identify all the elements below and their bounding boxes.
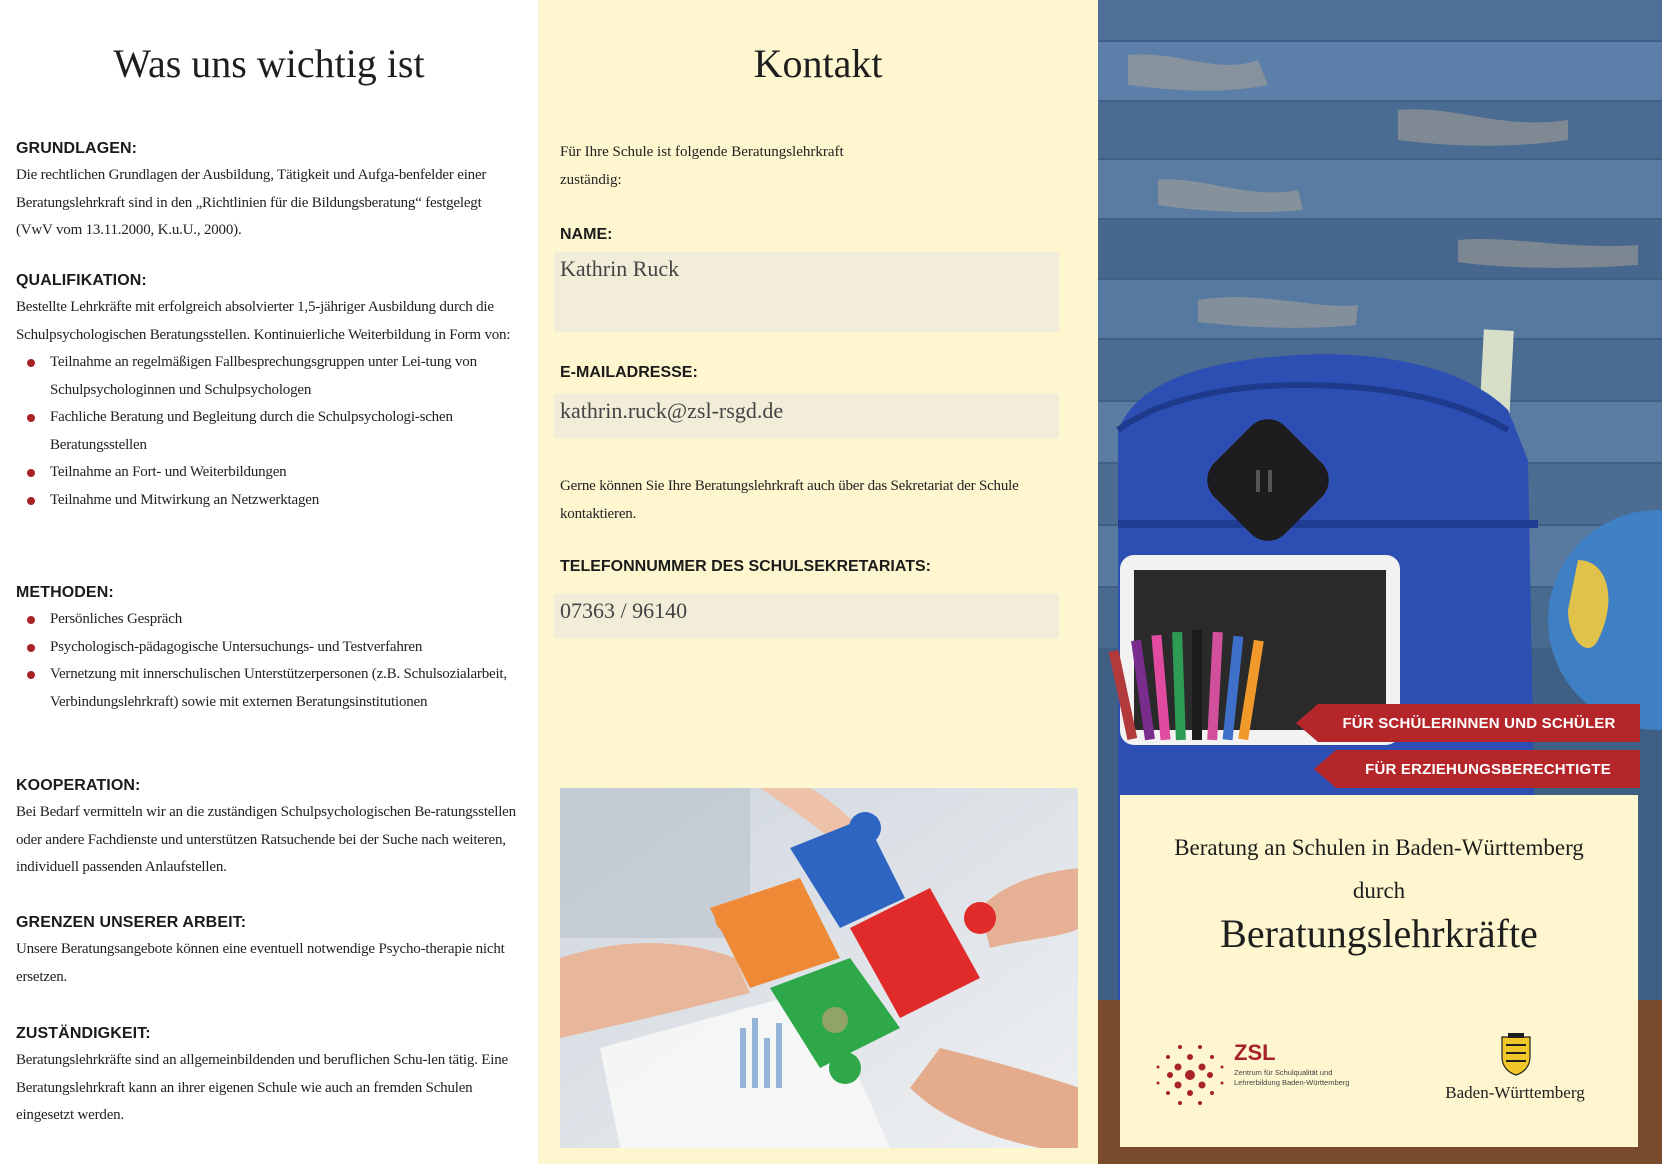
contact-note: Gerne können Sie Ihre Beratungslehrkraft auch über das Sekretariat der Schule kontaktieren. [560,478,1019,522]
panel-kontakt [538,0,1098,1164]
section-text: Die rechtlichen Grundlagen der Ausbildung, Tätigkeit und Aufga-benfelder einer Beratungslehrkraft sind in den „Richtlinien für die Bildungsberatung“ festgelegt (VwV vom 13.11.2000, K.u.U., 2000). [16,167,487,238]
bullet-icon [27,644,35,652]
section-heading: GRUNDLAGEN: [16,140,138,157]
section-text: Unsere Beratungsangebote können eine eventuell notwendige Psycho-therapie nicht ersetzen. [16,941,505,985]
page-title: Was uns wichtig ist [113,41,425,86]
cover-line-1: Beratung an Schulen in Baden-Württemberg [1174,835,1584,860]
section-heading: KOOPERATION: [16,777,141,794]
section-heading: GRENZEN UNSERER ARBEIT: [16,914,247,931]
list-item: Teilnahme an regelmäßigen Fallbesprechungsgruppen unter Lei-tung von Schulpsychologinnen und Schulpsychologen [16,349,516,404]
puzzle-hands-image [560,788,1078,1148]
section-qualifikation [16,272,516,514]
bullet-icon [27,414,35,422]
zsl-subtitle: Zentrum für Schulqualität und Lehrerbildung Baden-Württemberg [1234,1068,1350,1087]
name-field[interactable]: Kathrin Ruck [554,252,1059,332]
bullet-list [16,349,516,514]
zsl-logo-icon [1150,1035,1230,1115]
bw-name: Baden-Württemberg [1445,1083,1585,1102]
bw-crest-icon [1496,1033,1536,1077]
email-label: E-MAILADRESSE: [560,364,698,381]
cover-main-title: Beratungslehrkräfte [1220,911,1538,956]
bullet-icon [27,616,35,624]
bullet-icon [27,359,35,367]
panel-cover [1098,0,1662,1164]
cover-title-card [1120,795,1638,1147]
name-label: NAME: [560,226,613,243]
contact-intro: Für Ihre Schule ist folgende Beratungslehrkraft zuständig: [560,144,844,188]
section-methoden [16,584,516,716]
phone-label: TELEFONNUMMER DES SCHULSEKRETARIATS: [560,558,931,575]
section-heading: METHODEN: [16,584,114,601]
contact-title: Kontakt [753,41,883,86]
ribbon-schueler: FÜR SCHÜLERINNEN UND SCHÜLER [1318,704,1640,742]
section-grundlagen [16,140,516,245]
list-item: Persönliches Gespräch [16,606,516,634]
section-text: Beratungslehrkräfte sind an allgemeinbildenden und beruflichen Schu-len tätig. Eine Beratungslehrkraft kann an ihrer eigenen Schule wie auch an fremden Schulen eingesetzt werden. [16,1052,508,1123]
list-item: Fachliche Beratung und Begleitung durch die Schulpsychologi-schen Beratungsstellen [16,404,516,459]
bullet-icon [27,497,35,505]
phone-field[interactable]: 07363 / 96140 [554,594,1059,638]
bullet-icon [27,671,35,679]
section-heading: ZUSTÄNDIGKEIT: [16,1025,151,1042]
list-item: Vernetzung mit innerschulischen Unterstützerpersonen (z.B. Schulsozialarbeit, Verbindungslehrkraft) sowie mit externen Beratungsinstitutionen [16,661,516,716]
bullet-list [16,606,516,716]
list-item: Psychologisch-pädagogische Untersuchungs- und Testverfahren [16,634,516,662]
list-item: Teilnahme und Mitwirkung an Netzwerktagen [16,487,516,515]
zsl-name: ZSL [1234,1040,1276,1065]
section-grenzen [16,914,516,991]
bullet-icon [27,469,35,477]
cover-line-2: durch [1352,878,1406,903]
ribbon-erziehungsberechtigte: FÜR ERZIEHUNGSBERECHTIGTE [1336,750,1640,788]
section-heading: QUALIFIKATION: [16,272,147,289]
panel-was-uns-wichtig-ist [0,0,538,1164]
section-zustaendigkeit [16,1025,516,1130]
list-item: Teilnahme an Fort- und Weiterbildungen [16,459,516,487]
section-text: Bei Bedarf vermitteln wir an die zuständigen Schulpsychologischen Be-ratungsstellen oder andere Fachdienste und unterstützen Ratsuchende bei der Suche nach weiteren, individuell passenden Anlaufstellen. [16,804,516,875]
section-kooperation [16,777,516,882]
email-field[interactable]: kathrin.ruck@zsl-rsgd.de [554,394,1059,438]
section-text: Bestellte Lehrkräfte mit erfolgreich absolvierter 1,5-jähriger Ausbildung durch die Schulpsychologischen Beratungsstellen. Kontinuierliche Weiterbildung in Form von: [16,299,511,343]
